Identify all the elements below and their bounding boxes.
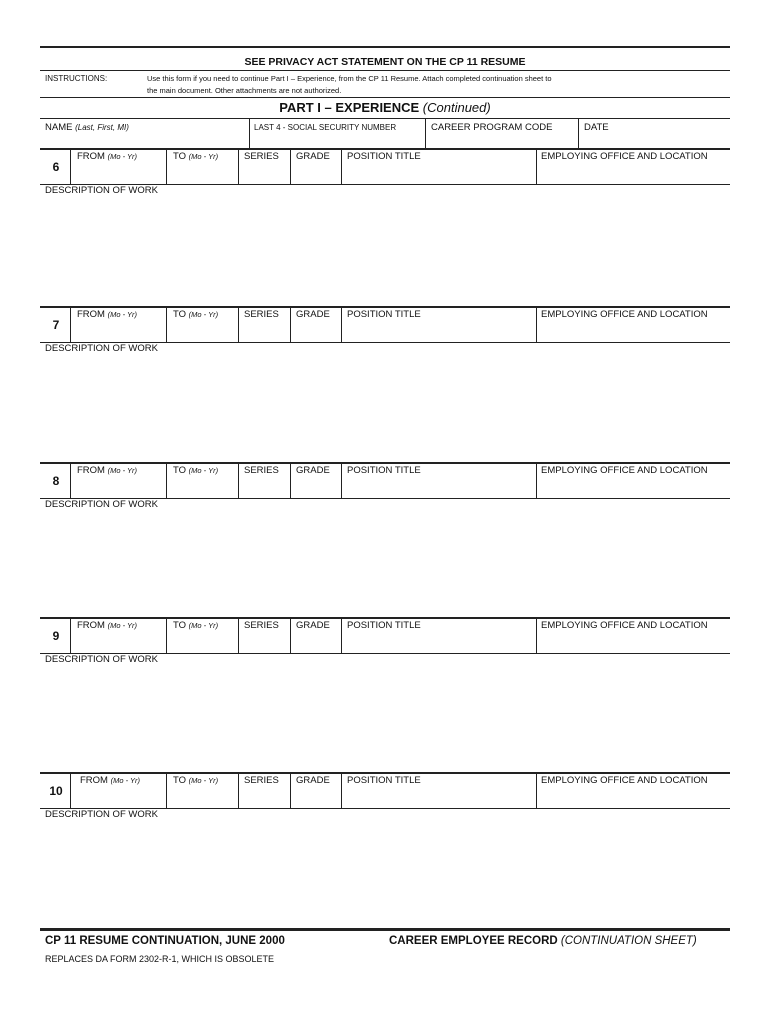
ssn-field[interactable] [250,133,424,147]
grade-label: GRADE [296,775,330,786]
privacy-statement: SEE PRIVACY ACT STATEMENT ON THE CP 11 RESUME [244,56,526,68]
part-title [40,100,730,115]
entry-number: 7 [52,318,60,332]
series-field[interactable] [239,164,289,183]
instructions-line-2: the main document. Other attachments are not authorized. [147,86,342,95]
employing-office-label: EMPLOYING OFFICE AND LOCATION [541,465,708,476]
employing-office-field[interactable] [537,478,729,497]
date-field[interactable] [579,133,730,147]
to-label: TO (Mo - Yr) [173,465,219,476]
entry-top-rule [40,772,730,774]
entry-top-rule [40,617,730,619]
series-field[interactable] [239,633,289,652]
series-label: SERIES [244,775,279,786]
entry-number: 10 [49,784,63,798]
employing-office-label: EMPLOYING OFFICE AND LOCATION [541,620,708,631]
grade-label: GRADE [296,151,330,162]
description-field[interactable] [40,667,730,767]
from-field[interactable] [71,633,165,652]
name-label: NAME [45,122,73,133]
from-label: FROM (Mo - Yr) [80,775,141,786]
description-label: DESCRIPTION OF WORK [45,185,158,196]
to-label: TO (Mo - Yr) [173,151,219,162]
employing-office-label: EMPLOYING OFFICE AND LOCATION [541,775,708,786]
name-field-label [45,122,129,133]
series-label: SERIES [244,151,279,162]
grade-field[interactable] [291,478,340,497]
to-field[interactable] [167,788,237,807]
description-label: DESCRIPTION OF WORK [45,343,158,354]
description-field[interactable] [40,356,730,456]
instructions-label: INSTRUCTIONS: [45,74,108,83]
to-field[interactable] [167,633,237,652]
privacy-rule [40,70,730,71]
from-field[interactable] [71,788,165,807]
grade-label: GRADE [296,620,330,631]
record-title [389,935,697,947]
grade-field[interactable] [291,788,340,807]
entry-top-rule [40,306,730,308]
from-label: FROM (Mo - Yr) [77,309,138,320]
position-title-field[interactable] [342,164,535,183]
description-label: DESCRIPTION OF WORK [45,499,158,510]
replaces-note: REPLACES DA FORM 2302-R-1, WHICH IS OBSOLETE [45,954,275,964]
position-title-field[interactable] [342,322,535,341]
series-field[interactable] [239,322,289,341]
instructions-rule [40,97,730,98]
date-field-label: DATE [584,122,609,133]
series-field[interactable] [239,788,289,807]
grade-label: GRADE [296,309,330,320]
form-id: CP 11 RESUME CONTINUATION, JUNE 2000 [45,935,285,947]
position-title-label: POSITION TITLE [347,151,421,162]
series-label: SERIES [244,465,279,476]
from-field[interactable] [71,478,165,497]
from-field[interactable] [71,322,165,341]
grade-field[interactable] [291,633,340,652]
position-title-label: POSITION TITLE [347,620,421,631]
grade-label: GRADE [296,465,330,476]
from-label: FROM (Mo - Yr) [77,620,138,631]
employing-office-label: EMPLOYING OFFICE AND LOCATION [541,309,708,320]
description-label: DESCRIPTION OF WORK [45,809,158,820]
description-label: DESCRIPTION OF WORK [45,654,158,665]
entry-top-rule [40,462,730,464]
instructions-line-1: Use this form if you need to continue Part I – Experience, from the CP 11 Resume. Attach completed continuation sheet to [147,74,552,83]
entry-top-rule [40,148,730,150]
career-code-field-label: CAREER PROGRAM CODE [431,122,553,133]
to-field[interactable] [167,478,237,497]
name-hint: (Last, First, MI) [75,123,129,132]
to-field[interactable] [167,164,237,183]
employing-office-label: EMPLOYING OFFICE AND LOCATION [541,151,708,162]
series-field[interactable] [239,478,289,497]
name-field[interactable] [40,133,248,147]
to-label: TO (Mo - Yr) [173,775,219,786]
position-title-label: POSITION TITLE [347,775,421,786]
part-rule [40,118,730,119]
entry-number: 9 [52,629,60,643]
grade-field[interactable] [291,322,340,341]
from-label: FROM (Mo - Yr) [77,465,138,476]
position-title-label: POSITION TITLE [347,465,421,476]
to-field[interactable] [167,322,237,341]
part-title-main: PART I – EXPERIENCE [279,100,420,115]
series-label: SERIES [244,620,279,631]
from-field[interactable] [71,164,165,183]
footer-rule [40,928,730,931]
part-title-suffix: (Continued) [422,100,491,115]
description-field[interactable] [40,198,730,298]
to-label: TO (Mo - Yr) [173,309,219,320]
position-title-field[interactable] [342,633,535,652]
career-code-field[interactable] [426,133,577,147]
entry-number: 8 [52,474,60,488]
employing-office-field[interactable] [537,633,729,652]
position-title-label: POSITION TITLE [347,309,421,320]
ssn-field-label: LAST 4 - SOCIAL SECURITY NUMBER [254,123,397,132]
position-title-field[interactable] [342,478,535,497]
record-title-suffix: (CONTINUATION SHEET) [560,935,697,947]
employing-office-field[interactable] [537,322,729,341]
series-label: SERIES [244,309,279,320]
position-title-field[interactable] [342,788,535,807]
from-label: FROM (Mo - Yr) [77,151,138,162]
employing-office-field[interactable] [537,788,729,807]
record-title-main: CAREER EMPLOYEE RECORD [389,935,558,947]
description-field[interactable] [40,512,730,612]
to-label: TO (Mo - Yr) [173,620,219,631]
entry-number: 6 [52,160,60,174]
description-field[interactable] [40,822,730,922]
employing-office-field[interactable] [537,164,729,183]
grade-field[interactable] [291,164,340,183]
top-rule [40,46,730,48]
